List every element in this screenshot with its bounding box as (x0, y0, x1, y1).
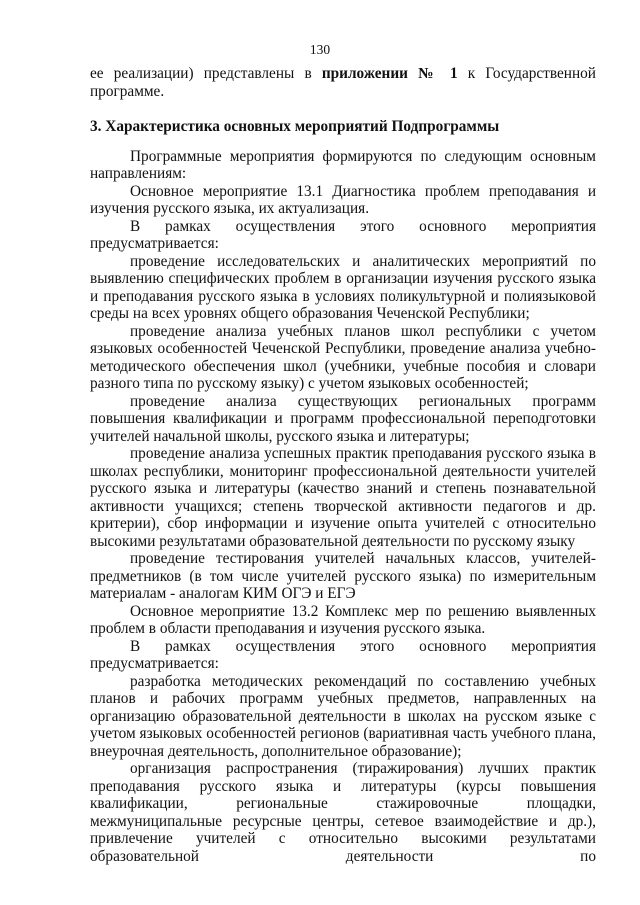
intro-paragraph (90, 65, 596, 100)
intro-text-after: к Государственной программе. (90, 65, 596, 100)
paragraph-curriculum-analysis: проведение анализа учебных планов школ республики с учетом языковых особенностей Чеченской Республики, проведение анализа учебно-методического обеспечения школ (учебники, учебные пособия и словари разного типа по русскому языку) с учетом языковых особенностей; (90, 322, 596, 392)
paragraph-directions: Программные мероприятия формируются по следующим основным направлениям: (90, 147, 596, 182)
paragraph-programs-analysis: проведение анализа существующих региональных программ повышения квалификации и программ профессиональной переподготовки учителей начальной школы, русского языка и литературы; (90, 392, 596, 445)
paragraph-guidelines: разработка методических рекомендаций по составлению учебных планов и рабочих программ учебных предметов, направленных на организацию образовательной деятельности в школах на русском языке с учетом языковых особенностей регионов (вариативная часть учебного плана, внеурочная деятельность, дополнительное образование); (90, 672, 596, 760)
paragraph-dissemination: организация распространения (тиражирования) лучших практик преподавания русского языка и литературы (курсы повышения квалификации, региональные стажировочные площадки, межмуниципальные ресурсные центры, сетевое взаимодействие и др.), привлечение учителей с относительно высокими результатами образовательной деятельности по (90, 760, 596, 865)
appendix-reference: приложении № 1 (321, 65, 458, 82)
paragraph-practices-analysis: проведение анализа успешных практик преподавания русского языка в школах республики, мониторинг профессиональной деятельности учителей русского языка и литературы (качество знаний и степень познавательной активности учащихся; степень творческой активности педагогов и др. критерии), сбор информации и изучение опыта учителей с относительно высокими результатами образовательной деятельности по русскому языку (90, 445, 596, 550)
paragraph-research: проведение исследовательских и аналитических мероприятий по выявлению специфических проблем в организации изучения русского языка и преподавания русского языка в условиях поликультурной и полиязыковой среды на всех уровнях общего образования Чеченской Республики; (90, 252, 596, 322)
paragraph-teacher-testing: проведение тестирования учителей начальных классов, учителей-предметников (в том числе учителей русского языка) по измерительным материалам - аналогам КИМ ОГЭ и ЕГЭ (90, 550, 596, 602)
paragraph-provides-2: В рамках осуществления этого основного мероприятия предусматривается: (90, 637, 596, 672)
document-body (90, 65, 596, 865)
paragraph-provides-1: В рамках осуществления этого основного мероприятия предусматривается: (90, 217, 596, 252)
paragraph-activity-13-1: Основное мероприятие 13.1 Диагностика проблем преподавания и изучения русского языка, их актуализация. (90, 182, 596, 217)
page-number: 130 (309, 42, 331, 57)
paragraph-activity-13-2: Основное мероприятие 13.2 Комплекс мер по решению выявленных проблем в области преподавания и изучения русского языка. (90, 602, 596, 637)
section-heading: 3. Характеристика основных мероприятий Подпрограммы (90, 118, 500, 135)
intro-text-before: ее реализации) представлены в (90, 65, 322, 82)
